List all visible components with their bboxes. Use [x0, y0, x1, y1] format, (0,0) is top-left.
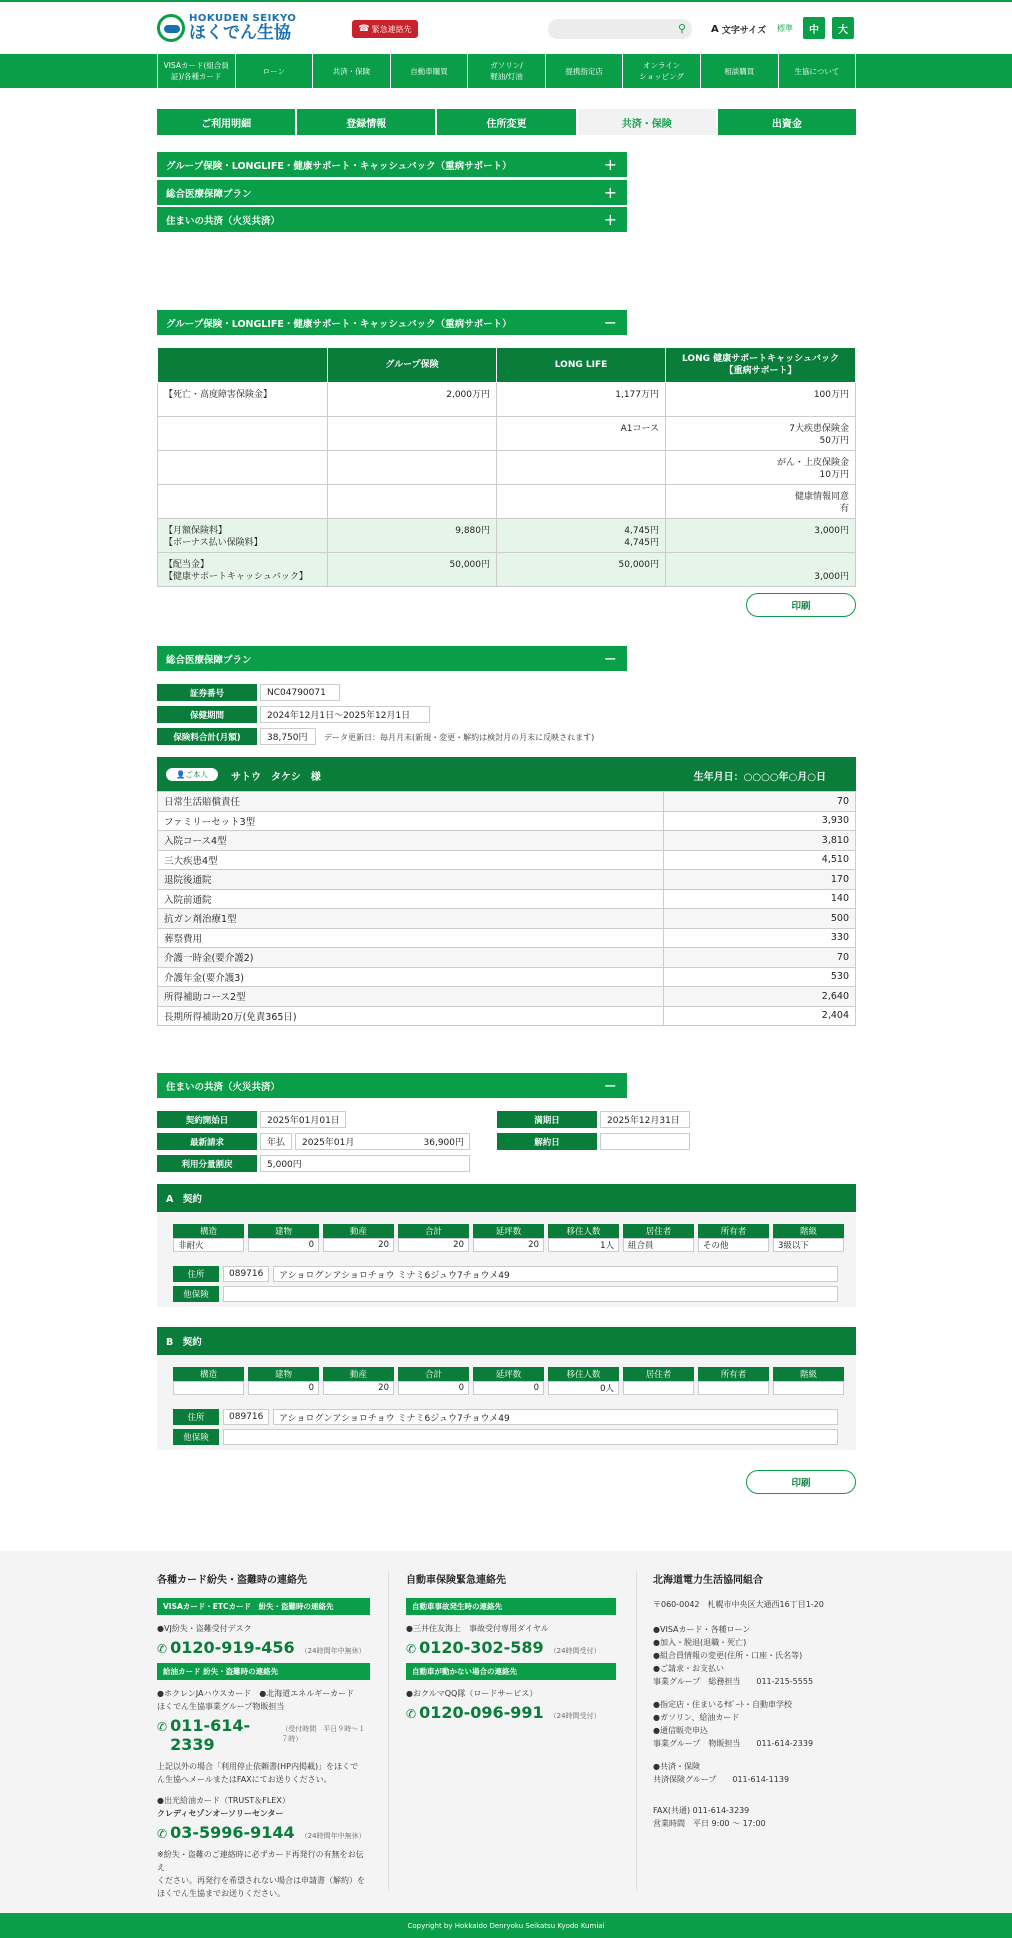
phone-note: （24時間受付）: [549, 1647, 601, 1655]
grid-value: 1人: [548, 1238, 619, 1252]
table-row: [158, 928, 856, 948]
table-cell: 【月額保険料】 【ボーナス払い保険料】: [158, 519, 328, 553]
address-label: 住所: [173, 1266, 219, 1282]
person-badge: [166, 768, 218, 781]
grid-header: 合計: [398, 1367, 469, 1381]
item-name: 介護一時金(要介護2): [158, 948, 664, 968]
nav-online-shopping[interactable]: オンライン ショッピング: [622, 54, 700, 88]
tab-address-change[interactable]: 住所変更: [437, 109, 575, 135]
person-name: サトウ タケシ 様: [231, 772, 321, 783]
table-row: [158, 417, 856, 451]
footer-text: ●三井住友海上 事故受付専用ダイヤル: [406, 1624, 549, 1633]
item-amount: 330: [664, 928, 856, 948]
table-row: [158, 870, 856, 890]
section-header-medical-plan[interactable]: [157, 646, 627, 671]
phone-note: （受付時間 平日９時～１７時）: [281, 1725, 366, 1743]
table-header: グループ保険: [328, 348, 497, 383]
grid-header: 所有者: [698, 1367, 769, 1381]
logo-mark-icon: [157, 14, 185, 42]
address-value: アショログンアショロチョウ ミナミ6ジュウ7チョウメ49: [273, 1266, 838, 1282]
nav-loan[interactable]: ローン: [235, 54, 313, 88]
footer-text: 〒060-0042 札幌市中央区大通西16丁目1-20: [653, 1600, 824, 1609]
item-amount: 2,640: [664, 987, 856, 1007]
footer-col-cards: [157, 1571, 370, 1900]
section-title: 総合医療保障プラン: [166, 654, 252, 666]
cancel-label: 解約日: [497, 1133, 597, 1150]
footer-text: ●共済・保険 共済保険グループ 011-614-1139: [653, 1762, 790, 1784]
table-cell: [328, 417, 497, 451]
table-row: [158, 485, 856, 519]
grid-header: 動産: [323, 1224, 394, 1238]
table-cell: [158, 451, 328, 485]
accordion-title: 総合医療保障プラン: [166, 188, 252, 200]
section-title: 住まいの共済（火災共済）: [166, 1081, 281, 1093]
table-cell: 7大疾患保険金 50万円: [666, 417, 856, 451]
font-size-large[interactable]: 大: [832, 17, 854, 39]
nav-visa-card[interactable]: VISAカード(組合員 証)/各種カード: [157, 54, 235, 88]
grid-value: 0: [248, 1381, 319, 1395]
item-amount: 3,930: [664, 811, 856, 831]
phone-number: 03-5996-9144: [170, 1823, 295, 1842]
usage-refund-label: 利用分量割戻: [157, 1155, 257, 1172]
grid-value: その他: [698, 1238, 769, 1252]
item-amount: 3,810: [664, 831, 856, 851]
latest-bill-label: 最新請求: [157, 1133, 257, 1150]
table-row: [158, 967, 856, 987]
plus-icon: +: [603, 155, 617, 174]
footer-text: FAX(共通) 011-614-3239 営業時間 平日 9:00 ～ 17:00: [653, 1806, 766, 1828]
grid-value: 0: [398, 1381, 469, 1395]
table-cell: [328, 485, 497, 519]
plus-icon: +: [603, 183, 617, 202]
total-premium-label: 保険料合計(月額): [157, 728, 257, 745]
tab-usage[interactable]: ご利用明細: [157, 109, 295, 135]
grid-value: 20: [323, 1238, 394, 1252]
table-cell: [497, 485, 666, 519]
footer-title: 自動車保険緊急連絡先: [406, 1575, 506, 1586]
grid-value: 20: [473, 1238, 544, 1252]
item-amount: 70: [664, 948, 856, 968]
nav-consult-purchase[interactable]: 相談購買: [700, 54, 778, 88]
other-insurance-value: [223, 1429, 838, 1445]
phone-icon: ✆: [157, 1827, 168, 1841]
address-label: 住所: [173, 1409, 219, 1425]
grid-value: 20: [323, 1381, 394, 1395]
item-name: 三大疾患4型: [158, 850, 664, 870]
grid-header: 延坪数: [473, 1367, 544, 1381]
nav-about[interactable]: 生協について: [778, 54, 857, 88]
header: [0, 2, 1012, 54]
table-cell: [158, 485, 328, 519]
grid-value: 20: [398, 1238, 469, 1252]
zip-value: 089716: [223, 1266, 269, 1282]
table-header: LONG LIFE: [497, 348, 666, 383]
footer-phone[interactable]: [157, 1716, 370, 1754]
item-name: 退院後通院: [158, 870, 664, 890]
minus-icon: −: [603, 313, 617, 332]
grid-header: 建物: [248, 1224, 319, 1238]
grid-value: [623, 1381, 694, 1395]
grid-header: 居住者: [623, 1224, 694, 1238]
table-cell: 3,000円: [666, 553, 856, 587]
medical-items-table: [157, 791, 856, 1026]
footer-text: クレディセゾンオーソリーセンター: [157, 1809, 284, 1818]
contract-a-box: [157, 1212, 856, 1307]
zip-value: 089716: [223, 1409, 269, 1425]
total-premium-value: 38,750円: [260, 728, 316, 745]
emergency-label: 緊急連絡先: [371, 24, 412, 34]
grid-header: 建物: [248, 1367, 319, 1381]
table-row: [158, 383, 856, 417]
table-header: LONG 健康サポートキャッシュバック 【重病サポート】: [666, 348, 856, 383]
item-name: 抗ガン剤治療1型: [158, 909, 664, 929]
grid-value: [773, 1381, 844, 1395]
cancel-value: [600, 1133, 690, 1150]
logo-jp: ほくでん生協: [189, 23, 291, 43]
footer-phone[interactable]: [406, 1703, 616, 1722]
item-name: 介護年金(要介護3): [158, 967, 664, 987]
item-name: 日常生活賠償責任: [158, 792, 664, 812]
footer-text: ●指定店・住まいるｻﾎﾟｰﾄ・自動車学校 ●ガソリン、給油カード ●通信販売申込 事業グループ 物販担当 011-614-2339: [653, 1700, 814, 1748]
phone-number: 0120-919-456: [170, 1638, 295, 1657]
footer-title: 北海道電力生活協同組合: [653, 1575, 763, 1586]
logo[interactable]: [157, 13, 296, 43]
phone-note: （24時間年中無休）: [300, 1832, 366, 1840]
table-cell: A1コース: [497, 417, 666, 451]
table-cell: 4,745円 4,745円: [497, 519, 666, 553]
table-cell: 【配当金】 【健康サポートキャッシュバック】: [158, 553, 328, 587]
footer-text: ※紛失・盗難のご連絡時に必ずカード再発行の有無をお伝え ください。再発行を希望されない場合は申請書（解約）を ほくでん生協までお送りください。: [157, 1850, 365, 1898]
table-cell: 9,880円: [328, 519, 497, 553]
table-row: [158, 987, 856, 1007]
font-size-text: 文字サイズ: [721, 26, 767, 36]
footer-divider: [636, 1571, 637, 1891]
print-button[interactable]: 印刷: [746, 1470, 856, 1494]
item-name: ファミリーセット3型: [158, 811, 664, 831]
table-row: [158, 451, 856, 485]
footer-col-coop: [653, 1571, 853, 1830]
logo-en: HOKUDEN SEIKYO: [189, 13, 297, 24]
table-row: [158, 811, 856, 831]
phone-number: 011-614-2339: [170, 1716, 251, 1754]
grid-header: 所有者: [698, 1224, 769, 1238]
period-value: 2024年12月1日〜2025年12月1日: [260, 706, 430, 723]
item-amount: 500: [664, 909, 856, 929]
footer-text: ●おクルマQQ隊（ロードサービス）: [406, 1689, 538, 1698]
section-title: グループ保険・LONGLIFE・健康サポート・キャッシュバック（重病サポート）: [166, 318, 512, 330]
grid-header: 合計: [398, 1224, 469, 1238]
table-cell: 100万円: [666, 383, 856, 417]
table-row: [158, 850, 856, 870]
phone-icon: ☎: [358, 24, 370, 34]
table-header: [158, 348, 328, 383]
table-row: [158, 909, 856, 929]
item-amount: 70: [664, 792, 856, 812]
grid-value: 0: [473, 1381, 544, 1395]
insurance-table: [157, 347, 856, 587]
footer-divider: [388, 1571, 389, 1891]
nav-car[interactable]: 自動車購買: [390, 54, 468, 88]
grid-value: [173, 1381, 244, 1395]
section-header-fire[interactable]: [157, 1073, 627, 1098]
contract-a-header: A 契約: [157, 1184, 856, 1212]
search-icon[interactable]: ⚲: [677, 22, 686, 35]
item-amount: 2,404: [664, 1006, 856, 1026]
nav-gasoline[interactable]: ガソリン/ 軽油/灯油: [467, 54, 545, 88]
plus-icon: +: [603, 210, 617, 229]
phone-icon: ✆: [406, 1642, 417, 1656]
footer-text: 上記以外の場合「利用停止依頼書(HP内掲載)」をほくで ん生協へメールまたはFAXにてお送りください。: [157, 1762, 359, 1784]
table-cell: 2,000万円: [328, 383, 497, 417]
nav-insurance[interactable]: 共済・保険: [312, 54, 390, 88]
accordion-medical-plan[interactable]: [157, 180, 627, 205]
minus-icon: −: [603, 1076, 617, 1095]
table-row: [158, 792, 856, 812]
table-row: [158, 831, 856, 851]
grid-value: [698, 1381, 769, 1395]
phone-icon: ✆: [157, 1642, 168, 1656]
grid-header: 動産: [323, 1367, 394, 1381]
footer-bar: 給油カード 紛失・盗難時の連絡先: [157, 1663, 370, 1680]
table-cell: 【死亡・高度障害保険金】: [158, 383, 328, 417]
footer-bar: 自動車事故発生時の連絡先: [406, 1598, 616, 1615]
phone-note: （24時間受付）: [549, 1712, 601, 1720]
table-cell: がん・上皮保険金 10万円: [666, 451, 856, 485]
bill-month-value: [295, 1133, 470, 1150]
tab-bar: [157, 109, 856, 135]
footer-col-car: [406, 1571, 616, 1728]
usage-refund-value: 5,000円: [260, 1155, 470, 1172]
emergency-contact-button[interactable]: [352, 20, 418, 38]
table-row: [158, 1006, 856, 1026]
table-row: [158, 948, 856, 968]
copyright: Copyright by Hokkaido Denryoku Seikatsu Kyodo Kumiai: [0, 1913, 1012, 1938]
table-cell: [158, 417, 328, 451]
footer-phone[interactable]: [157, 1823, 370, 1842]
item-name: 所得補助コース2型: [158, 987, 664, 1007]
grid-value: 組合員: [623, 1238, 694, 1252]
main-nav: [0, 54, 1012, 88]
table-row: [158, 553, 856, 587]
grid-header: 構造: [173, 1367, 244, 1381]
tab-registration[interactable]: 登録情報: [297, 109, 435, 135]
table-row: [158, 519, 856, 553]
table-row: [158, 889, 856, 909]
accordion-title: グループ保険・LONGLIFE・健康サポート・キャッシュバック（重病サポート）: [166, 160, 512, 172]
person-badge-text: ご本人: [185, 770, 208, 779]
font-size-medium[interactable]: 中: [803, 17, 825, 39]
table-cell: [497, 451, 666, 485]
grid-header: 階級: [773, 1224, 844, 1238]
search-input[interactable]: [548, 19, 692, 39]
footer-text: ●VISAカード・各種ローン ●加入・脱退(退職・死亡) ●組合員情報の変更(住所・口座・氏名等) ●ご請求・お支払い 事業グループ 総務担当 011-215-5555: [653, 1625, 814, 1686]
footer-text: ●VJ紛失・盗難受付デスク: [157, 1624, 252, 1633]
print-button[interactable]: 印刷: [746, 593, 856, 617]
bill-amount: 36,900円: [423, 1138, 464, 1148]
phone-icon: ✆: [157, 1720, 168, 1734]
footer-text: ●出光給油カード（TRUST＆FLEX）: [157, 1796, 290, 1805]
expiry-label: 満期日: [497, 1111, 597, 1128]
table-cell: 3,000円: [666, 519, 856, 553]
grid-header: 構造: [173, 1224, 244, 1238]
phone-number: 0120-302-589: [419, 1638, 544, 1657]
cert-number-label: 証券番号: [157, 684, 257, 701]
grid-header: 延坪数: [473, 1224, 544, 1238]
grid-header: 移住人数: [548, 1224, 619, 1238]
contract-start-label: 契約開始日: [157, 1111, 257, 1128]
minus-icon: −: [603, 649, 617, 668]
table-cell: 50,000円: [497, 553, 666, 587]
font-size-label: [711, 23, 766, 36]
item-amount: 170: [664, 870, 856, 890]
person-header: [157, 757, 856, 791]
font-size-icon: A: [711, 24, 719, 35]
expiry-value: 2025年12月31日: [600, 1111, 690, 1128]
grid-value: 3級以下: [773, 1238, 844, 1252]
bill-type-value: 年払: [260, 1133, 292, 1150]
item-name: 入院コース4型: [158, 831, 664, 851]
grid-header: 階級: [773, 1367, 844, 1381]
grid-value: 0: [248, 1238, 319, 1252]
contract-b-box: [157, 1355, 856, 1450]
bill-month: 2025年01月: [302, 1138, 355, 1148]
font-size-standard[interactable]: 標準: [777, 23, 793, 33]
footer-bar: VISAカード・ETCカード 紛失・盗難時の連絡先: [157, 1598, 370, 1615]
update-note: データ更新日：毎月月末(新規・変更・解約は検討月の月末に反映されます): [324, 733, 595, 742]
item-amount: 140: [664, 889, 856, 909]
item-name: 葬祭費用: [158, 928, 664, 948]
contract-b-header: B 契約: [157, 1327, 856, 1355]
other-insurance-label: 他保険: [173, 1429, 219, 1445]
item-amount: 530: [664, 967, 856, 987]
tab-investment[interactable]: 出資金: [718, 109, 856, 135]
table-cell: 50,000円: [328, 553, 497, 587]
footer-title: 各種カード紛失・盗難時の連絡先: [157, 1575, 307, 1586]
table-cell: 1,177万円: [497, 383, 666, 417]
footer: [0, 1551, 1012, 1913]
cert-number-value: NC04790071: [260, 684, 340, 701]
contract-start-value: 2025年01月01日: [260, 1111, 346, 1128]
table-cell: 健康情報同意 有: [666, 485, 856, 519]
item-name: 長期所得補助20万(免責365日): [158, 1006, 664, 1026]
phone-note: （24時間年中無休）: [300, 1647, 366, 1655]
accordion-title: 住まいの共済（火災共済）: [166, 215, 281, 227]
grid-value: 0人: [548, 1381, 619, 1395]
period-label: 保健期間: [157, 706, 257, 723]
accordion-group-insurance[interactable]: [157, 152, 627, 177]
grid-value: 非耐火: [173, 1238, 244, 1252]
footer-phone[interactable]: [157, 1638, 370, 1657]
table-cell: [328, 451, 497, 485]
item-amount: 4,510: [664, 850, 856, 870]
footer-text: ●ホクレンJAハウスカード ●北海道エネルギーカード ほくでん生協事業グループ物販担当: [157, 1689, 355, 1711]
footer-bar: 自動車が動かない場合の連絡先: [406, 1663, 616, 1680]
section-header-group-insurance[interactable]: [157, 310, 627, 335]
item-name: 入院前通院: [158, 889, 664, 909]
grid-header: 移住人数: [548, 1367, 619, 1381]
phone-icon: ✆: [406, 1707, 417, 1721]
accordion-fire[interactable]: [157, 207, 627, 232]
tab-insurance[interactable]: 共済・保険: [578, 109, 716, 135]
address-value: アショログンアショロチョウ ミナミ6ジュウ7チョウメ49: [273, 1409, 838, 1425]
footer-phone[interactable]: [406, 1638, 616, 1657]
grid-header: 居住者: [623, 1367, 694, 1381]
other-insurance-label: 他保険: [173, 1286, 219, 1302]
phone-number: 0120-096-991: [419, 1703, 544, 1722]
nav-partner-stores[interactable]: 提携指定店: [545, 54, 623, 88]
user-icon: 👤: [176, 770, 186, 779]
other-insurance-value: [223, 1286, 838, 1302]
person-dob: 生年月日：○○○○年○月○日: [693, 772, 826, 783]
